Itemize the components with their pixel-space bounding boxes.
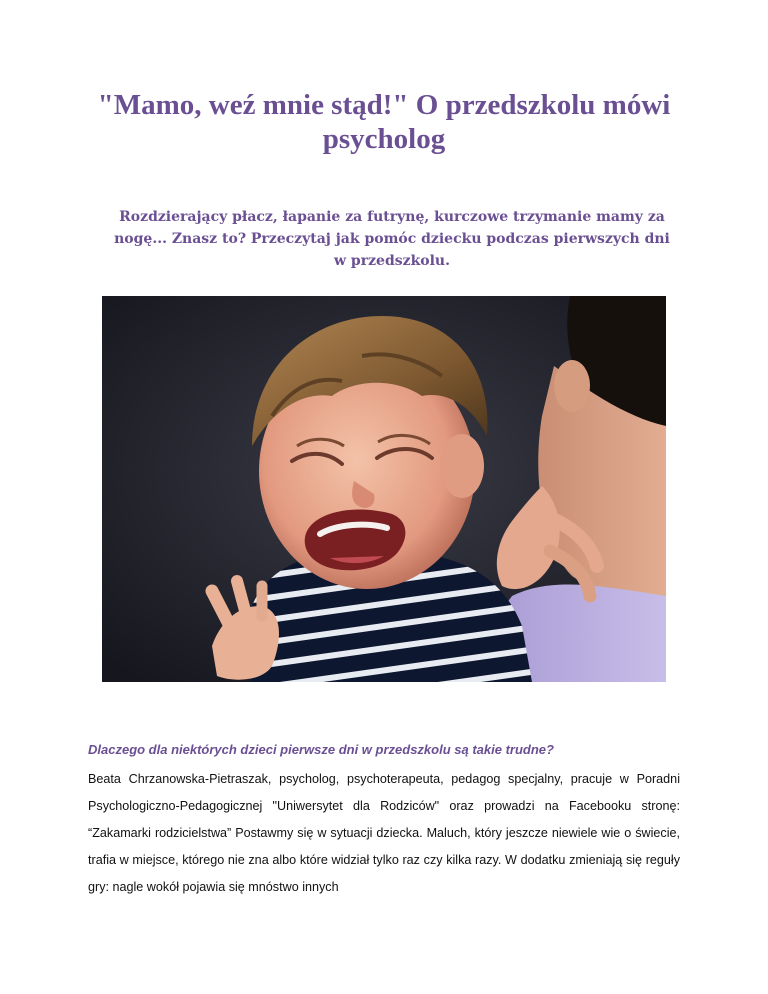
section-heading: Dlaczego dla niektórych dzieci pierwsze dni w przedszkolu są takie trudne? [88,742,554,757]
article-body: Beata Chrzanowska-Pietraszak, psycholog, psychoterapeuta, pedagog specjalny, pracuje w Poradni Psychologiczno-Pedagogicznej "Uniwersytet dla Rodziców" oraz prowadzi na Facebooku stronę: “Zakamarki rodzicielstwa” Postawmy się w sytuacji dziecka. Maluch, który jeszcze niewiele wie o świecie, trafia w miejsce, którego nie zna albo które widział tylko raz czy kilka razy. W dodatku zmieniają się reguły gry: nagle wokół pojawia się mnóstwo innych [88,772,680,894]
article-title: "Mamo, weź mnie stąd!" O przedszkolu mówi psycholog [97,89,671,155]
article-photo [102,296,666,682]
article-lead: Rozdzierający płacz, łapanie za futrynę, kurczowe trzymanie mamy za nogę... Znasz to? Przeczytaj jak pomóc dziecku podczas pierwszych dni w przedszkolu. [114,209,670,269]
crying-child-image [102,296,666,682]
